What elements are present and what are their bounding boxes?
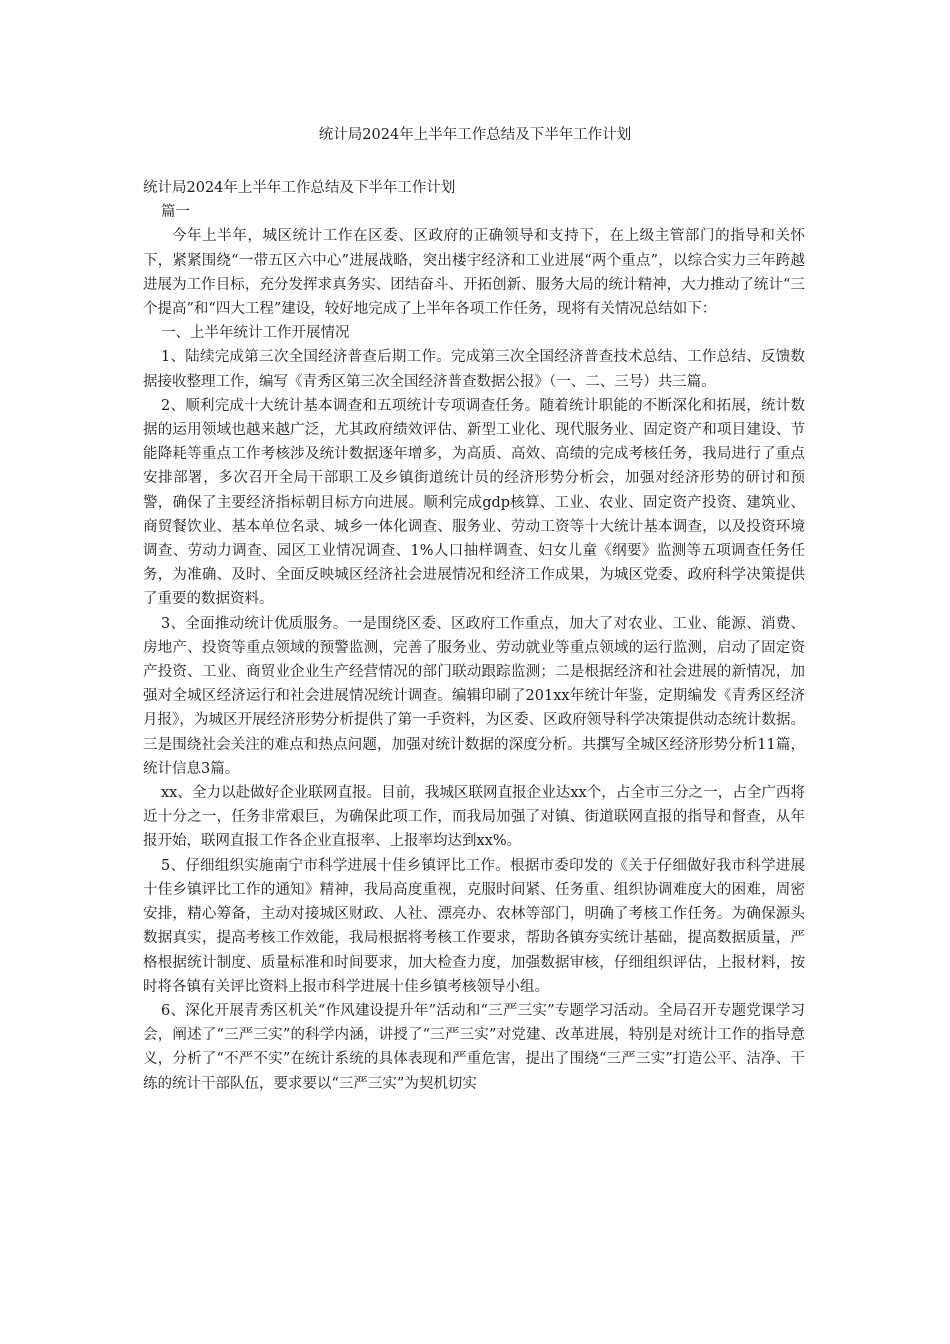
paragraph-item-6: 6、深化开展青秀区机关“作风建设提升年”活动和“三严三实”专题学习活动。全局召开专题党课学习会，阐述了“三严三实”的科学内涵，讲授了“三严三实”对党建、改革进展，特别是对统计工作的指导意义，分析了“不严不实”在统计系统的具体表现和严重危害，提出了围绕“三严三实”打造公平、洁净、干练的统计干部队伍，要求要以“三严三实”为契机切实 <box>143 1002 805 1092</box>
paragraph-item-2: 2、顺利完成十大统计基本调查和五项统计专项调查任务。随着统计职能的不断深化和拓展，统计数据的运用领域也越来越广泛，尤其政府绩效评估、新型工业化、现代服务业、固定资产和项目建设、节能降耗等重点工作考核涉及统计数据逐年增多，为高质、高效、高绩的完成考核任务，我局进行了重点安排部署，多次召开全局干部职工及乡镇街道统计员的经济形势分析会，加强对经济形势的研讨和预警，确保了主要经济指标朝目标方向进展。顺利完成gdp核算、工业、农业、固定资产投资、建筑业、商贸餐饮业、基本单位名录、城乡一体化调查、服务业、劳动工资等十大统计基本调查，以及投资环境调查、劳动力调查、园区工业情况调查、1%人口抽样调查、妇女儿童《纲要》监测等五项调查任务任务，为准确、及时、全面反映城区经济社会进展情况和经济工作成果，为城区党委、政府科学决策提供了重要的数据资料。 <box>143 397 805 608</box>
paragraph-item-3: 3、全面推动统计优质服务。一是围绕区委、区政府工作重点，加大了对农业、工业、能源、消费、房地产、投资等重点领域的预警监测，完善了服务业、劳动就业等重点领域的运行监测，启动了固定资产投资、工业、商贸业企业生产经营情况的部门联动跟踪监测；二是根据经济和社会进展的新情况，加强对全城区经济运行和社会进展情况统计调查。编辑印刷了201xx年统计年鉴，定期编发《青秀区经济月报》，为城区开展经济形势分析提供了第一手资料，为区委、区政府领导科学决策提供动态统计数据。三是围绕社会关注的难点和热点问题，加强对统计数据的深度分析。共撰写全城区经济形势分析11篇，统计信息3篇。 <box>143 615 805 777</box>
intro-paragraph: 今年上半年，城区统计工作在区委、区政府的正确领导和支持下，在上级主管部门的指导和关怀下，紧紧围绕“一带五区六中心”进展战略，突出楼宇经济和工业进展“两个重点”，以综合实力三年跨越进展为工作目标，充分发挥求真务实、团结奋斗、开拓创新、服务大局的统计精神，大力推动了统计“三个提高”和“四大工程”建设，较好地完成了上半年各项工作任务，现将有关情况总结如下： <box>143 228 805 318</box>
document-subtitle: 统计局2024年上半年工作总结及下半年工作计划 <box>143 180 456 196</box>
document-body <box>143 176 805 1096</box>
document-title: 统计局2024年上半年工作总结及下半年工作计划 <box>318 127 632 143</box>
part-label: 篇一 <box>161 204 190 221</box>
paragraph-item-1: 1、陆续完成第三次全国经济普查后期工作。完成第三次全国经济普查技术总结、工作总结、反馈数据接收整理工作，编写《青秀区第三次全国经济普查数据公报》（一、二、三号）共三篇。 <box>143 349 805 390</box>
paragraph-item-5: 5、仔细组织实施南宁市科学进展十佳乡镇评比工作。根据市委印发的《关于仔细做好我市科学进展十佳乡镇评比工作的通知》精神，我局高度重视，克服时间紧、任务重、组织协调难度大的困难，周密安排，精心筹备，主动对接城区财政、人社、漂亮办、农林等部门，明确了考核工作任务。为确保源头数据真实，提高考核工作效能，我局根据将考核工作要求，帮助各镇夯实统计基础，提高数据质量，严格根据统计制度、质量标准和时间要求，加大检查力度，加强数据审核，仔细组织评估，上报材料，按时将各镇有关评比资料上报市科学进展十佳乡镇考核领导小组。 <box>143 857 805 995</box>
section-heading: 一、上半年统计工作开展情况 <box>161 325 350 342</box>
paragraph-item-4: xx、全力以赴做好企业联网直报。目前，我城区联网直报企业达xx个，占全市三分之一，占全广西将近十分之一，任务非常艰巨，为确保此项工作，而我局加强了对镇、街道联网直报的指导和督查，从年报开始，联网直报工作各企业直报率、上报率均达到xx%。 <box>143 785 805 850</box>
